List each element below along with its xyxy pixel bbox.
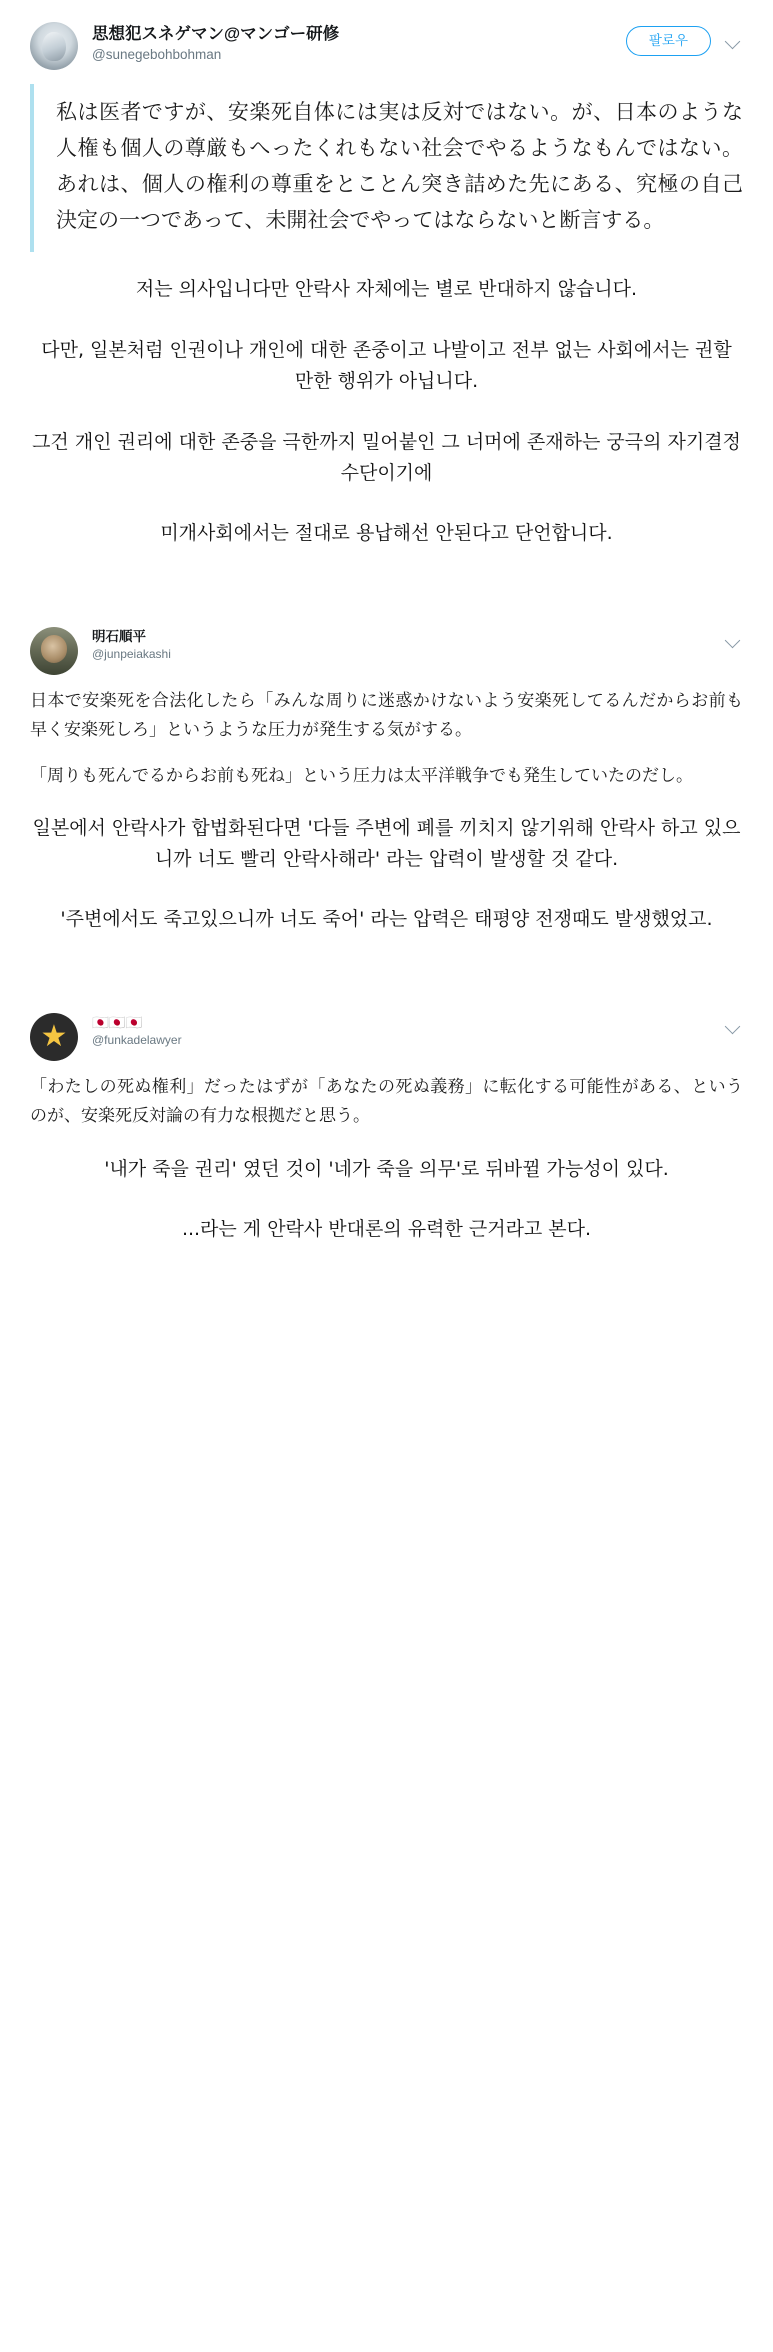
avatar[interactable]: [30, 1013, 78, 1061]
display-name[interactable]: 思想犯スネゲマン@マンゴー研修: [92, 25, 340, 43]
translation-block-3: [0, 1132, 773, 1246]
translation-paragraph: 일본에서 안락사가 합법화된다면 '다들 주변에 폐를 끼치지 않기위해 안락사 하고 있으니까 너도 빨리 안락사해라' 라는 압력이 발생할 것 같다.: [32, 816, 741, 870]
tweet-header-2: [30, 627, 743, 675]
tweet-actions-3: [725, 1013, 743, 1035]
tweet-author-2: [92, 627, 711, 662]
tweet-actions-1: [626, 22, 743, 56]
tweet-author-1: [92, 22, 612, 63]
tweet-header-3: [30, 1013, 743, 1061]
handle[interactable]: @junpeiakashi: [92, 646, 171, 661]
chevron-down-icon[interactable]: [725, 1017, 743, 1035]
translation-paragraph: 미개사회에서는 절대로 용납해선 안된다고 단언합니다.: [160, 522, 613, 545]
tweet-body-3: [30, 1073, 743, 1131]
tweet-header-1: [30, 22, 743, 70]
avatar[interactable]: [30, 627, 78, 675]
bottom-spacer: [0, 1245, 773, 1285]
follow-button[interactable]: 팔로우: [626, 26, 711, 56]
tweet-body-paragraph: 「わたしの死ぬ権利」だったはずが「あなたの死ぬ義務」に転化する可能性がある、というのが、安楽死反対論の有力な根拠だと思う。: [30, 1077, 743, 1127]
avatar[interactable]: [30, 22, 78, 70]
tweet-card-1: [0, 0, 773, 252]
translation-block-1: [0, 252, 773, 549]
chevron-down-icon[interactable]: [725, 631, 743, 649]
tweet-card-3: [0, 995, 773, 1131]
tweet-body-2: [30, 687, 743, 791]
translation-paragraph: 다만, 일본처럼 인권이나 개인에 대한 존중이고 나발이고 전부 없는 사회에서는 권할 만한 행위가 아닙니다.: [41, 339, 732, 392]
tweet-author-3: [92, 1013, 711, 1048]
tweet-body-paragraph: 日本で安楽死を合法化したら「みんな周りに迷惑かけないよう安楽死してるんだからお前も早く安楽死しろ」というような圧力が発生する気がする。: [30, 691, 743, 741]
translation-block-2: [0, 791, 773, 935]
display-name[interactable]: 🇯🇵🇯🇵🇯🇵: [92, 1015, 143, 1031]
tweet-actions-2: [725, 627, 743, 649]
handle[interactable]: @funkadelawyer: [92, 1032, 182, 1047]
translation-paragraph: ...라는 게 안락사 반대론의 유력한 근거라고 본다.: [181, 1218, 592, 1241]
tweet-body-paragraph: 「周りも死んでるからお前も死ね」という圧力は太平洋戦争でも発生していたのだし。: [30, 765, 693, 786]
translation-paragraph: 그건 개인 권리에 대한 존중을 극한까지 밀어붙인 그 너머에 존재하는 궁극의 자기결정 수단이기에: [32, 430, 741, 484]
section-spacer: [0, 935, 773, 995]
tweet-card-2: [0, 609, 773, 791]
translation-paragraph: 저는 의사입니다만 안락사 자체에는 별로 반대하지 않습니다.: [135, 278, 638, 301]
tweet-quote-text: 私は医者ですが、安楽死自体には実は反対ではない。が、日本のような人権も個人の尊厳もへったくれもない社会でやるようなもんではない。あれは、個人の権利の尊重をとことん突き詰めた先にある、究極の自己決定の一つであって、未開社会でやってはならないと断言する。: [30, 84, 743, 252]
translation-paragraph: '주변에서도 죽고있으니까 너도 죽어' 라는 압력은 태평양 전쟁때도 발생했었고.: [60, 908, 713, 931]
translation-paragraph: '내가 죽을 권리' 였던 것이 '네가 죽을 의무'로 뒤바뀔 가능성이 있다.: [104, 1157, 669, 1180]
display-name[interactable]: 明石順平: [92, 629, 146, 645]
chevron-down-icon[interactable]: [725, 32, 743, 50]
handle[interactable]: @sunegebohbohman: [92, 46, 222, 62]
section-spacer: [0, 549, 773, 609]
